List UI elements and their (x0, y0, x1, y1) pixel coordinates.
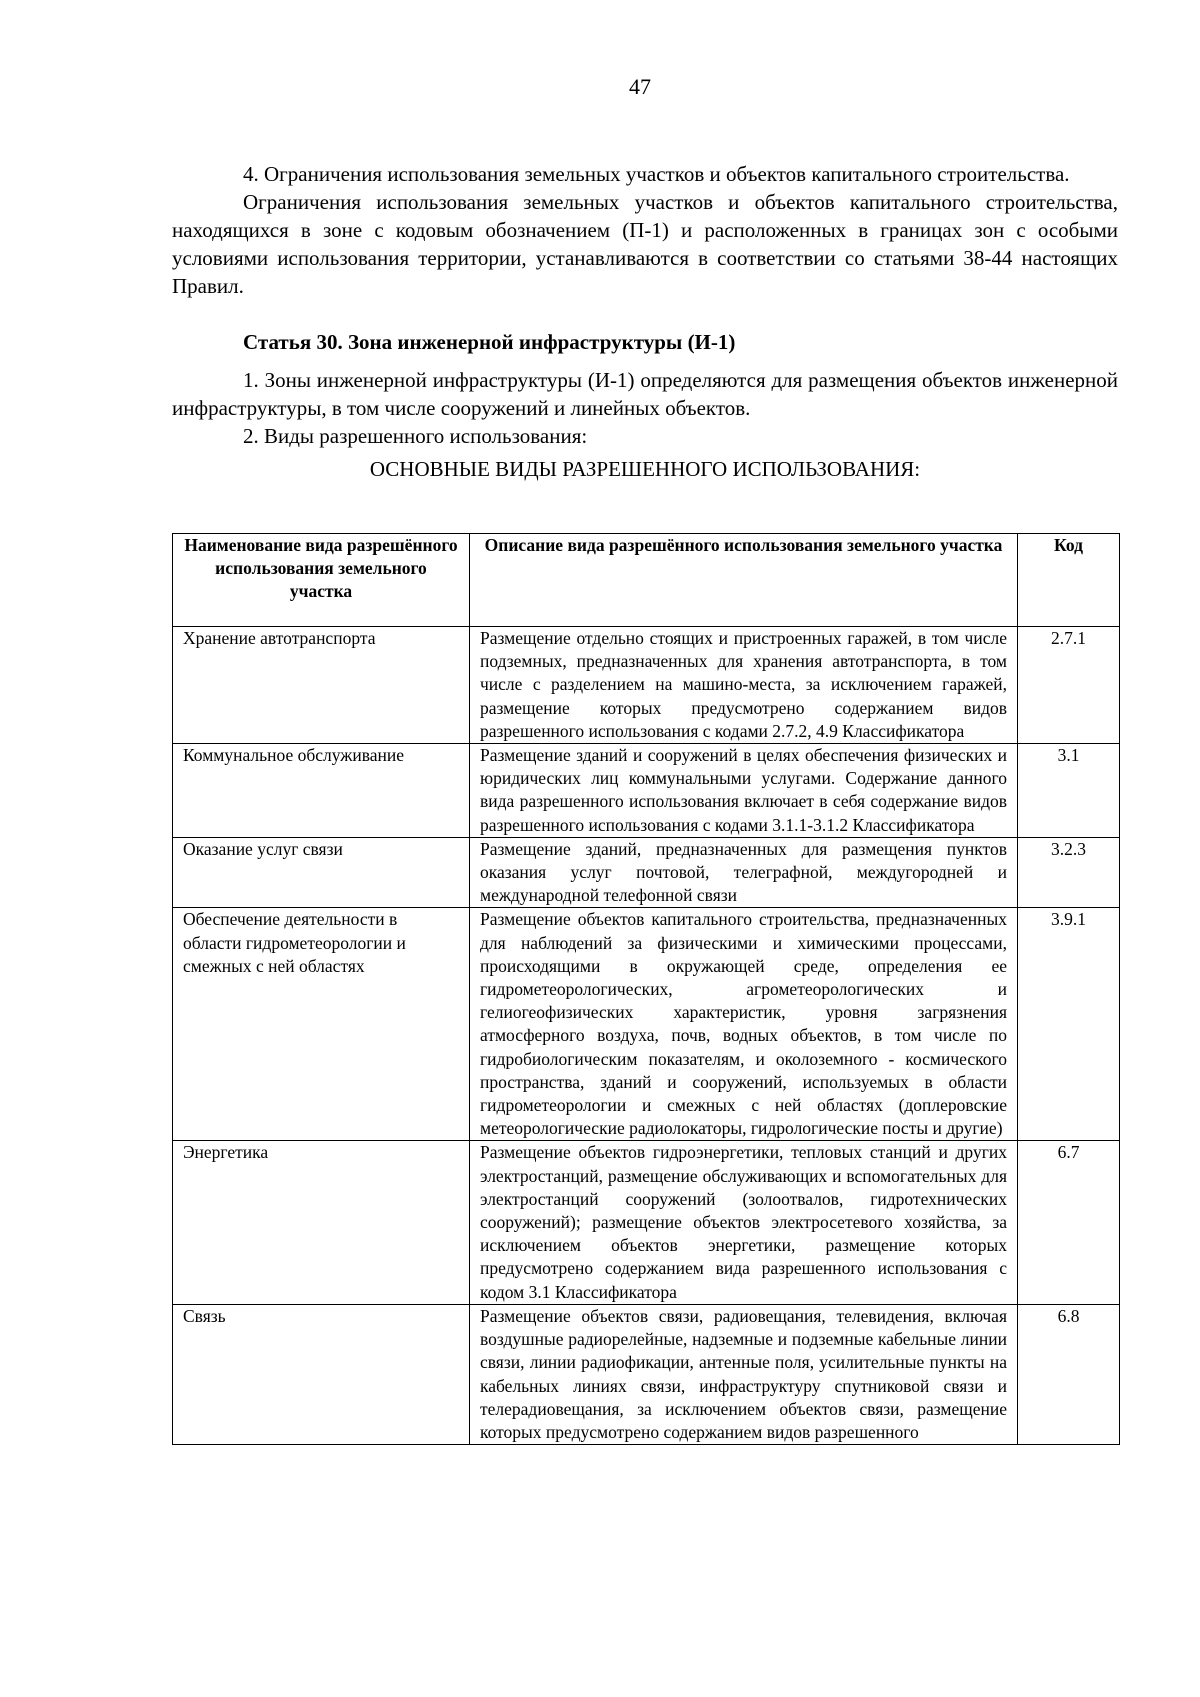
row-code: 2.7.1 (1018, 627, 1120, 744)
row-name: Связь (173, 1304, 470, 1444)
permitted-uses-table (172, 533, 1120, 1445)
article-title: Статья 30. Зона инженерной инфраструктуры (И-1) (243, 330, 736, 354)
table-row (173, 744, 1120, 838)
row-name: Энергетика (173, 1141, 470, 1304)
table-header-row (173, 534, 1120, 627)
row-name: Оказание услуг связи (173, 837, 470, 908)
row-description: Размещение объектов гидроэнергетики, тепловых станций и других электростанций, размещение обслуживающих и вспомогательных для электростанций сооружений (золоотвалов, гидротехнических сооружений); размещение объектов электросетевого хозяйства, за исключением объектов энергетики, размещение которых предусмотрено содержанием вида разрешенного использования с кодом 3.1 Классификатора (470, 1141, 1018, 1304)
table-row (173, 908, 1120, 1141)
article-paragraph-1: 1. Зоны инженерной инфраструктуры (И-1) определяются для размещения объектов инженерной инфраструктуры, в том числе сооружений и линейных объектов. (172, 368, 1118, 420)
section-4-title: 4. Ограничения использования земельных участков и объектов капитального строительства. (243, 162, 1070, 186)
table-row (173, 1141, 1120, 1304)
row-code: 6.7 (1018, 1141, 1120, 1304)
row-description: Размещение объектов капитального строительства, предназначенных для наблюдений за физическими и химическими процессами, происходящими в окружающей среде, определения ее гидрометеорологических, агрометеорологических и гелиогеофизических характеристик, уровня загрязнения атмосферного воздуха, почв, водных объектов, в том числе по гидробиологическим показателям, и околоземного - космического пространства, зданий и сооружений, используемых в области гидрометеорологии и смежных с ней областях (доплеровские метеорологические радиолокаторы, гидрологические посты и другие) (470, 908, 1018, 1141)
page-number: 47 (629, 74, 651, 99)
table-row (173, 1304, 1120, 1444)
header-name: Наименование вида разрешённого использования земельного участка (173, 534, 470, 627)
row-description: Размещение объектов связи, радиовещания, телевидения, включая воздушные радиорелейные, надземные и подземные кабельные линии связи, линии радиофикации, антенные поля, усилительные пункты на кабельных линиях связи, инфраструктуру спутниковой связи и телерадиовещания, за исключением объектов связи, размещение которых предусмотрено содержанием видов разрешенного (470, 1304, 1018, 1444)
table-row (173, 627, 1120, 744)
article-paragraph-2: 2. Виды разрешенного использования: (243, 424, 588, 448)
row-name: Обеспечение деятельности в области гидрометеорологии и смежных с ней областях (173, 908, 470, 1141)
table-heading: ОСНОВНЫЕ ВИДЫ РАЗРЕШЕННОГО ИСПОЛЬЗОВАНИЯ: (369, 457, 921, 481)
row-description: Размещение зданий, предназначенных для размещения пунктов оказания услуг почтовой, телеграфной, междугородней и международной телефонной связи (470, 837, 1018, 908)
header-description: Описание вида разрешённого использования земельного участка (470, 534, 1018, 627)
row-description: Размещение отдельно стоящих и пристроенных гаражей, в том числе подземных, предназначенных для хранения автотранспорта, в том числе с разделением на машино-места, за исключением гаражей, размещение которых предусмотрено содержанием видов разрешенного использования с кодами 2.7.2, 4.9 Классификатора (470, 627, 1018, 744)
row-code: 3.9.1 (1018, 908, 1120, 1141)
row-name: Коммунальное обслуживание (173, 744, 470, 838)
row-code: 6.8 (1018, 1304, 1120, 1444)
row-code: 3.2.3 (1018, 837, 1120, 908)
table-row (173, 837, 1120, 908)
document-body (172, 160, 1118, 483)
section-4-text: Ограничения использования земельных участков и объектов капитального строительства, находящихся в зоне с кодовым обозначением (П-1) и расположенных в границах зон с особыми условиями использования территории, устанавливаются в соответствии со статьями 38-44 настоящих Правил. (172, 190, 1118, 298)
row-code: 3.1 (1018, 744, 1120, 838)
row-description: Размещение зданий и сооружений в целях обеспечения физических и юридических лиц коммунальными услугами. Содержание данного вида разрешенного использования включает в себя содержание видов разрешенного использования с кодами 3.1.1-3.1.2 Классификатора (470, 744, 1018, 838)
header-code: Код (1018, 534, 1120, 627)
row-name: Хранение автотранспорта (173, 627, 470, 744)
